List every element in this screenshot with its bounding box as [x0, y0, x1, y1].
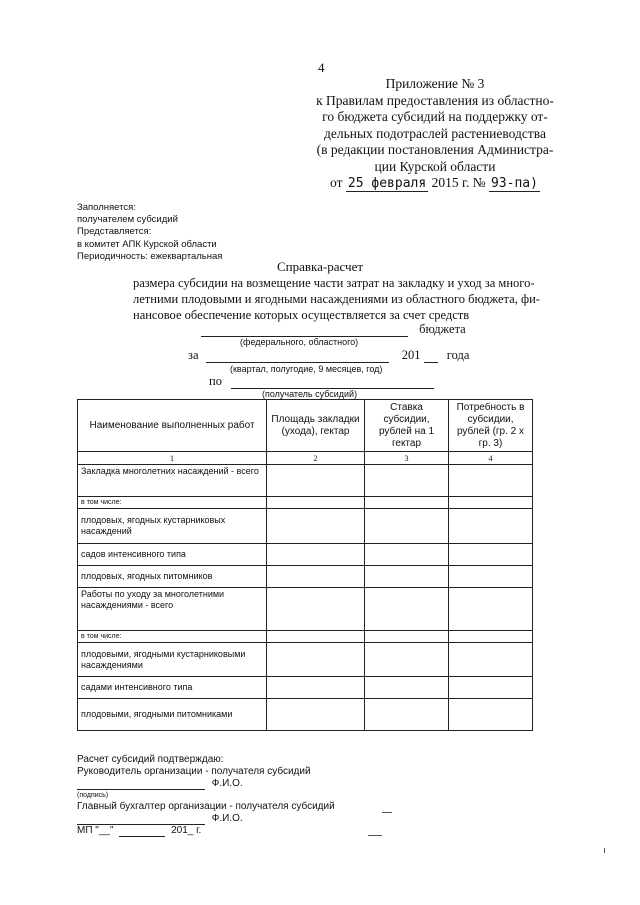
column-number: 2 [267, 452, 365, 465]
cell-rate[interactable] [365, 643, 449, 677]
footer-block [77, 754, 335, 837]
cell-need[interactable] [449, 588, 533, 631]
budget-line [201, 322, 466, 337]
appendix-line: ции Курской области [374, 158, 496, 174]
description-line: нансовое обеспечение которых осуществляется за счет средств [133, 308, 470, 322]
date-prefix: от [330, 175, 343, 190]
subsidy-table [77, 399, 533, 731]
cell-rate[interactable] [365, 677, 449, 699]
row-label: садами интенсивного типа [78, 677, 267, 699]
recipient-prefix: по [209, 374, 222, 388]
appendix-line: го бюджета субсидий на поддержку от- [322, 109, 548, 124]
date-number: 93-па) [490, 176, 538, 191]
recipient-hint: (получатель субсидий) [262, 389, 358, 399]
head-signature-line [77, 778, 335, 790]
appendix-line: (в редакции постановления Администра- [316, 142, 554, 157]
cell-rate[interactable] [365, 566, 449, 588]
budget-hint: (федерального, областного) [240, 337, 359, 347]
date-day-month: 25 февраля [347, 176, 427, 191]
recipient-blank[interactable] [231, 375, 434, 389]
cell-need[interactable] [449, 699, 533, 731]
meta-block [77, 202, 222, 263]
table-row [78, 677, 533, 699]
cell-area[interactable] [267, 566, 365, 588]
header-area: Площадь закладки (ухода), гектар [267, 400, 365, 452]
cell-rate[interactable] [365, 588, 449, 631]
accountant-signature-label: Главный бухгалтер организации - получателя субсидий [77, 801, 335, 812]
scan-mark [368, 835, 382, 836]
submitted-value: в комитет АПК Курской области [77, 238, 217, 250]
cell-area[interactable] [267, 677, 365, 699]
description-line: летними плодовыми и ягодными насаждениями из областного бюджета, фи- [133, 292, 540, 306]
cell-area[interactable] [267, 497, 365, 509]
table-row [78, 509, 533, 544]
period-blank[interactable] [206, 349, 389, 363]
table-row [78, 465, 533, 497]
cell-rate[interactable] [365, 699, 449, 731]
cell-need[interactable] [449, 497, 533, 509]
row-label: Закладка многолетних насаждений - всего [78, 465, 267, 497]
table-row [78, 643, 533, 677]
header-need: Потребность в субсидии, рублей (гр. 2 х гр. 3) [449, 400, 533, 452]
stamp-date-line [77, 825, 335, 837]
cell-area[interactable] [267, 588, 365, 631]
budget-blank[interactable] [201, 323, 408, 337]
table-row [78, 699, 533, 731]
fills-value: получателем субсидий [77, 214, 178, 226]
appendix-header [300, 76, 570, 193]
head-signature-blank[interactable] [77, 778, 205, 790]
header-works: Наименование выполненных работ [78, 400, 267, 452]
description [133, 275, 573, 323]
row-label: садов интенсивного типа [78, 544, 267, 566]
cell-area[interactable] [267, 643, 365, 677]
cell-need[interactable] [449, 544, 533, 566]
cell-rate[interactable] [365, 509, 449, 544]
table-row [78, 544, 533, 566]
row-label: плодовых, ягодных кустарниковых насаждений [78, 509, 267, 544]
column-number: 1 [78, 452, 267, 465]
accountant-fio: Ф.И.О. [211, 813, 243, 824]
appendix-title: Приложение № 3 [385, 76, 485, 91]
recipient-line [209, 374, 434, 389]
table-row [78, 566, 533, 588]
cell-need[interactable] [449, 631, 533, 643]
column-number: 3 [365, 452, 449, 465]
stamp-year: 201_ г. [171, 825, 202, 836]
description-line: размера субсидии на возмещение части затрат на закладку и уход за много- [133, 276, 535, 290]
cell-area[interactable] [267, 699, 365, 731]
cell-need[interactable] [449, 566, 533, 588]
period-line [188, 348, 469, 363]
cell-area[interactable] [267, 544, 365, 566]
row-label: плодовыми, ягодными кустарниковыми насаждениями [78, 643, 267, 677]
cell-need[interactable] [449, 643, 533, 677]
cell-area[interactable] [267, 509, 365, 544]
row-label: в том числе: [78, 497, 267, 509]
date-year: 2015 г. № [431, 175, 486, 190]
signature-hint: (подпись) [77, 792, 109, 799]
table-row [78, 631, 533, 643]
head-signature-label: Руководитель организации - получателя субсидий [77, 766, 311, 777]
confirm-text: Расчет субсидий подтверждаю: [77, 754, 224, 765]
table-row [78, 497, 533, 509]
scan-mark [382, 812, 392, 813]
cell-rate[interactable] [365, 497, 449, 509]
cell-need[interactable] [449, 465, 533, 497]
period-year-blank[interactable] [424, 349, 438, 363]
column-number: 4 [449, 452, 533, 465]
cell-need[interactable] [449, 509, 533, 544]
period-prefix: за [188, 348, 199, 362]
budget-word: бюджета [419, 322, 466, 336]
appendix-date [300, 175, 570, 193]
head-fio: Ф.И.О. [211, 778, 243, 789]
cell-rate[interactable] [365, 544, 449, 566]
period-suffix: года [446, 348, 470, 362]
cell-need[interactable] [449, 677, 533, 699]
row-label: Работы по уходу за многолетними насаждениями - всего [78, 588, 267, 631]
cell-rate[interactable] [365, 631, 449, 643]
stamp-label: МП "__" [77, 825, 114, 836]
fills-label: Заполняется: [77, 202, 136, 213]
period-year: 201 [401, 348, 421, 362]
submitted-label: Представляется: [77, 226, 152, 238]
row-label: в том числе: [78, 631, 267, 643]
periodicity: Периодичность: ежеквартальная [77, 250, 223, 262]
table-header-row [78, 400, 533, 452]
row-label: плодовыми, ягодными питомниками [78, 699, 267, 731]
page-number: 4 [318, 60, 325, 75]
cell-area[interactable] [267, 465, 365, 497]
column-number-row [78, 452, 533, 465]
appendix-line: к Правилам предоставления из областно- [316, 92, 554, 108]
period-hint: (квартал, полугодие, 9 месяцев, год) [230, 364, 383, 374]
row-label: плодовых, ягодных питомников [78, 566, 267, 588]
header-rate: Ставка субсидии, рублей на 1 гектар [365, 400, 449, 452]
accountant-signature-line [77, 813, 335, 825]
appendix-line: дельных подотраслей растениеводства [324, 125, 546, 141]
stamp-date-blank[interactable] [119, 825, 165, 837]
doc-title: Справка-расчет [277, 259, 364, 274]
accountant-signature-blank[interactable] [77, 813, 205, 825]
cell-area[interactable] [267, 631, 365, 643]
cell-rate[interactable] [365, 465, 449, 497]
scan-mark [604, 848, 605, 853]
table-row [78, 588, 533, 631]
